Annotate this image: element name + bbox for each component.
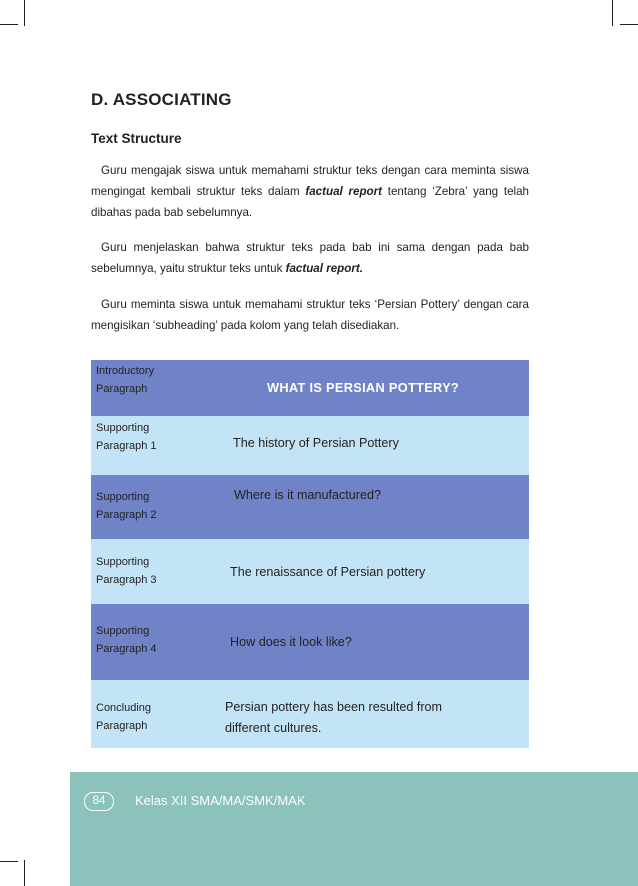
crop-mark (24, 0, 25, 26)
paragraph-3 (91, 294, 529, 336)
subheading-cell: Where is it manufactured? (234, 488, 381, 502)
row-label: Supporting Paragraph 2 (96, 491, 157, 521)
row-label: Supporting Paragraph 4 (96, 625, 157, 655)
table-row (91, 539, 529, 604)
subheading-cell: The history of Persian Pottery (233, 436, 399, 450)
text-structure-table (91, 360, 529, 748)
row-label: Supporting Paragraph 3 (96, 556, 157, 586)
table-row (91, 360, 529, 416)
subheading: Text Structure (91, 131, 182, 146)
row-label: Concluding Paragraph (96, 702, 152, 732)
section-heading: D. ASSOCIATING (91, 90, 232, 109)
row-label: Introductory Paragraph (96, 365, 155, 395)
subheading-cell: How does it look like? (230, 635, 352, 649)
crop-mark (0, 861, 18, 862)
table-row (91, 475, 529, 539)
book-title: Kelas XII SMA/MA/SMK/MAK (135, 793, 306, 808)
table-row (91, 604, 529, 680)
footer-band (70, 772, 638, 886)
emphasis-factual-report: factual report (305, 185, 382, 198)
paragraph-2 (91, 237, 529, 279)
crop-mark (24, 860, 25, 886)
paragraph-1-text: Guru mengajak siswa untuk memahami struktur teks dengan cara meminta siswa mengingat kembali struktur teks dalam (91, 164, 529, 198)
paragraph-3-text: Guru meminta siswa untuk memahami struktur teks ‘Persian Pottery’ dengan cara mengisikan ‘subheading’ pada kolom yang telah disediakan. (91, 298, 529, 332)
crop-mark (0, 24, 18, 25)
emphasis-factual-report: factual report. (285, 262, 363, 275)
subheading-cell: The renaissance of Persian pottery (230, 565, 426, 579)
subheading-cell: Persian pottery has been resulted from different cultures. (225, 700, 443, 735)
paragraph-1-text-end: tentang ‘Zebra’ yang telah dibahas pada bab sebelumnya. (91, 185, 529, 219)
table-row (91, 680, 529, 748)
row-label: Supporting Paragraph 1 (96, 422, 157, 452)
crop-mark (612, 0, 613, 26)
page-number: 84 (84, 792, 114, 811)
crop-mark (620, 24, 638, 25)
paragraph-1 (91, 160, 529, 223)
paragraph-2-text: Guru menjelaskan bahwa struktur teks pada bab ini sama dengan pada bab sebelumnya, yaitu struktur teks untuk (91, 241, 529, 275)
table-row (91, 416, 529, 475)
table-title: WHAT IS PERSIAN POTTERY? (267, 380, 460, 395)
